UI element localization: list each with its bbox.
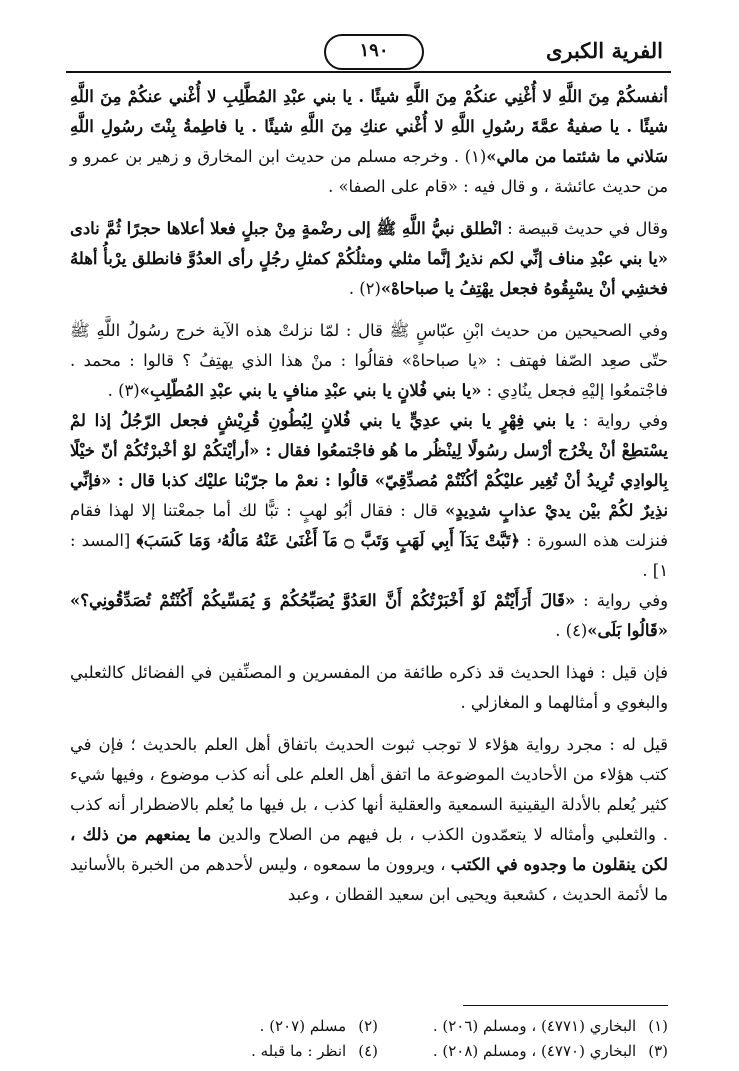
footnote-text: مسلم (٢٠٧) . <box>259 1017 347 1035</box>
emphasized-text: أنفسكُمْ مِنَ اللَّهِ لا أُغْنِي عنكُمْ مِنَ اللَّهِ شيئًا . يا بني عبْدِ المُطَّلِبِ لا أُغْني عنكُمْ مِنَ اللَّهِ شيئًا . يا صفيةُ عمَّةَ رسُولِ اللَّهِ لا أُغْني عنكِ مِنَ اللَّهِ شيئًا . يا فاطِمةُ بِنْتَ رسُولِ اللَّهِ سَلاني ما شئتما من مالي» <box>70 87 668 166</box>
emphasized-text: يا بني فِهْرٍ يا بني عدِيٍّ يا بني فُلانٍ لِبُطُونِ قُرِيْشٍ فجعل الرّجُلُ إذا لمْ يسْتطِعْ أنْ يخْرُج أرْسل رسُولًا لِينْظُر ما هُو فاجْتمعُوا فقال : «أرأيْتكُمْ لوْ أخْبرْتُكُمْ أنّ خيْلًا بِالوادِي تُرِيدُ أنْ تُغِير عليْكُمْ أكُنْتُمْ مُصدِّقِيّ» قالُوا : نعمْ ما جرّبْنا عليْك كذبا قال : «فإنِّي نذِيرٌ لكُمْ بيْن يديْ عذابٍ شدِيدٍ» <box>70 411 669 520</box>
footnotes <box>88 1014 668 1064</box>
emphasized-text: انْطلق نبيُّ اللَّهِ ﷺ إلى رضْمةٍ مِنْ جبلٍ فعلا أعلاها حجرًا ثُمَّ نادى «يا بني عبْدِ مناف إنِّي لكم نذيرٌ إنَّما مثلي ومثلُكُمْ كمثلِ رجُلٍ رأى العدُوَّ فانطلق يرْبأُ أهلهُ فخشِي أنْ يسْبِقُوهُ فجعل يهْتِفُ يا صباحاهْ» <box>70 219 668 298</box>
body-text: وفي الصحيحين من حديث ابْنِ عبّاسٍ ﷺ قال : لمّا نزلتْ هذه الآية خرج رسُولُ اللَّهِ ﷺ حتّى صعِد الصّفا فهتف : «يا صباحاهْ» فقالُوا : منْ هذا الذي يهتِفُ ؟ قالوا : محمد . فاجْتمعُوا إليْهِ فجعل ينُادِي : <box>70 321 668 400</box>
body-text: وفي رواية : <box>574 411 668 430</box>
footnote-row <box>88 1039 668 1064</box>
paragraph <box>70 730 668 910</box>
paragraph <box>70 214 668 304</box>
footnote-separator <box>463 1005 668 1006</box>
footnote-row <box>88 1014 668 1039</box>
body-text: قيل له : مجرد رواية هؤلاء لا توجب ثبوت الحديث باتفاق أهل العلم بالحديث ؛ فإن في كتب هؤلاء من الأحاديث الموضوعة ما اتفق أهل العلم على أنه كذب موضوع ، وفيها شيء كثير يُعلم بالأدلة اليقينية السمعية والعقلية أنها كذب ، بل فيها ما يُعلم بالاضطرار أنه كذب . والثعلبي وأمثاله لا يتعمّدون الكذب ، بل فيهم من الصلاح والدين <box>70 735 668 844</box>
emphasized-text: ما يمنعهم من ذلك ، لكن ينقلون ما وجدوه في الكتب <box>70 825 668 874</box>
emphasized-text: ﴿تَبَّتْ يَدَآ أَبِي لَهَبٍ وَتَبَّ ۝ مَآ أَغْنَىٰ عَنْهُ مَالُهُۥ وَمَا كَسَبَ﴾ <box>136 531 521 550</box>
body-text: [المسد : ١] . <box>70 531 668 580</box>
paragraph <box>70 586 668 646</box>
footnote-number: (٣) <box>648 1042 668 1060</box>
body-text: (١) . وخرجه مسلم من حديث ابن المخارق و زهير بن عمرو و من حديث عائشة ، و قال فيه : «قام على الصفا» . <box>70 147 668 196</box>
paragraph <box>70 658 668 718</box>
body-text: وقال في حديث قبيصة : <box>502 219 669 238</box>
page-header <box>66 32 671 78</box>
footnote-text: البخاري (٤٧٧١) ، ومسلم (٢٠٦) . <box>432 1017 637 1035</box>
footnote-number: (٤) <box>358 1042 378 1060</box>
footnote <box>378 1014 668 1039</box>
body-text: ، ويروون ما سمعوه ، وليس لأحدهم من الخبرة بالأسانيد ما لأئمة الحديث ، كشعبة ويحيى ابن سعيد القطان ، وعبد <box>70 855 668 904</box>
body-text: فإن قيل : فهذا الحديث قد ذكره طائفة من المفسرين و المصنِّفين في الفضائل كالثعلبي والبغوي و أمثالهما و المغازلي . <box>70 663 668 712</box>
paragraph <box>70 316 668 406</box>
page-number-frame <box>324 34 424 70</box>
running-title: الفرية الكبرى <box>545 38 663 63</box>
footnote-number: (٢) <box>358 1017 378 1035</box>
main-text <box>70 82 668 910</box>
footnote-text: البخاري (٤٧٧٠) ، ومسلم (٢٠٨) . <box>432 1042 637 1060</box>
footnote <box>88 1039 378 1064</box>
body-text: (٢) . <box>348 279 381 298</box>
footnote <box>378 1039 668 1064</box>
body-text: (٣) . <box>107 381 140 400</box>
header-rule <box>66 71 671 73</box>
emphasized-text: «قَالَ أَرَأَيْتُمْ لَوْ أَخْبَرْتُكُمْ أَنَّ العَدُوَّ يُصَبِّحُكُمْ وَ يُمَسِّيكُمْ أَكُنْتُمْ تُصَدِّقُونِي؟» «قَالُوا بَلَى» <box>70 591 668 640</box>
page-number: ١٩٠ <box>359 40 389 61</box>
paragraph <box>70 406 668 586</box>
footnote-text: انظر : ما قبله . <box>251 1042 347 1060</box>
paragraph <box>70 82 668 202</box>
emphasized-text: «يا بني فُلانٍ يا بني عبْدِ منافٍ يا بني عبْدِ المُطّلِبِ» <box>139 381 482 400</box>
body-text: قال : فقال أبُو لهبٍ : تبًّا لك أما جمعْتنا إلا لهذا فقام فنزلت هذه السورة : <box>70 501 668 550</box>
body-text: وفي رواية : <box>575 591 668 610</box>
footnote-number: (١) <box>648 1017 668 1035</box>
body-text: (٤) . <box>555 621 588 640</box>
footnote <box>88 1014 378 1039</box>
